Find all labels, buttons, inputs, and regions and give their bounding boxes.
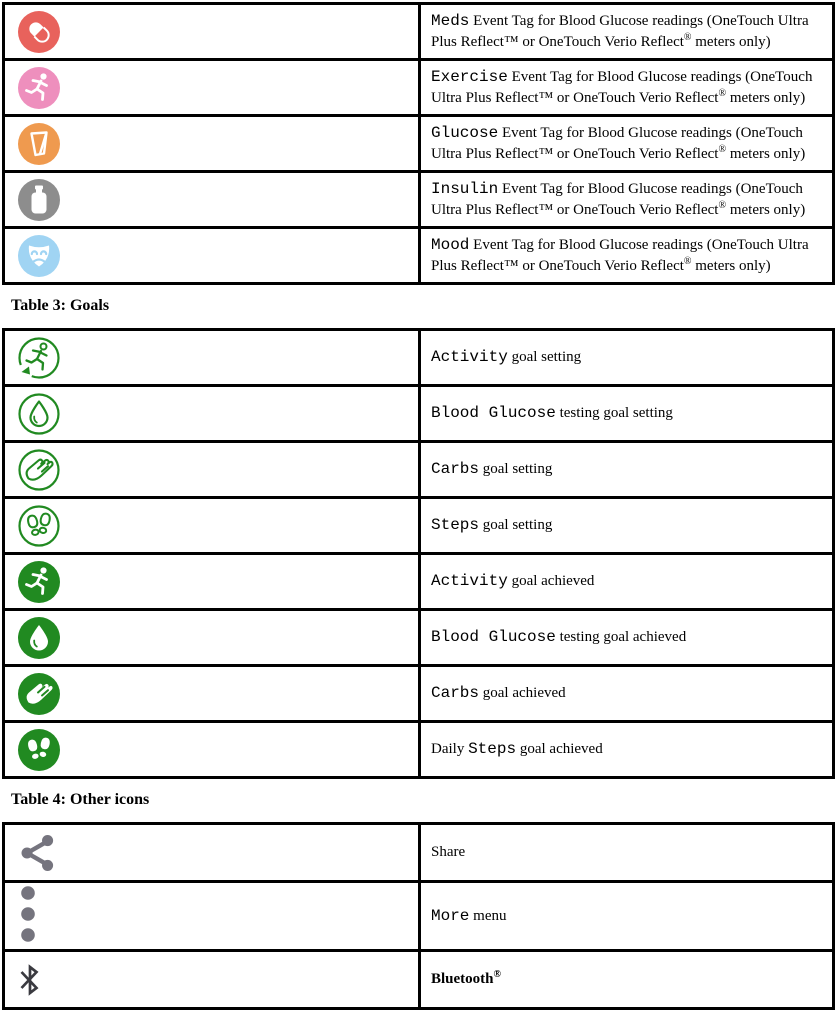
other-icons-table-caption: Table 4: Other icons bbox=[11, 791, 150, 808]
share-icon bbox=[17, 832, 60, 874]
table-row bbox=[5, 949, 832, 1007]
table-row bbox=[5, 114, 832, 170]
table-row bbox=[5, 664, 832, 720]
table-row bbox=[5, 496, 832, 552]
table-row bbox=[5, 5, 832, 58]
icon-cell bbox=[5, 723, 418, 776]
more-menu-icon bbox=[17, 885, 40, 947]
description-cell bbox=[418, 499, 832, 552]
description-cell bbox=[418, 117, 832, 170]
icon-cell bbox=[5, 387, 418, 440]
description-cell bbox=[418, 883, 832, 949]
icon-cell bbox=[5, 883, 418, 949]
table-row bbox=[5, 384, 832, 440]
carbs-goal-setting-icon bbox=[17, 448, 61, 492]
description-cell bbox=[418, 229, 832, 282]
icon-cell bbox=[5, 173, 418, 226]
table-row bbox=[5, 440, 832, 496]
table-row bbox=[5, 331, 832, 384]
description-cell bbox=[418, 61, 832, 114]
row-description: Activity goal achieved bbox=[431, 572, 595, 590]
goals-table-caption: Table 3: Goals bbox=[11, 297, 110, 314]
row-description: Daily Steps goal achieved bbox=[431, 740, 603, 758]
description-cell bbox=[418, 611, 832, 664]
insulin-event-icon bbox=[17, 178, 61, 222]
icon-cell bbox=[5, 611, 418, 664]
daily-steps-goal-achieved-icon bbox=[17, 728, 61, 772]
table-row bbox=[5, 226, 832, 282]
description-cell bbox=[418, 173, 832, 226]
bluetooth-icon bbox=[17, 961, 42, 999]
other-icons-table bbox=[2, 822, 835, 1010]
row-description: Glucose Event Tag for Blood Glucose readings (OneTouch Ultra Plus Reflect™ or OneTouch Verio Reflect® meters only) bbox=[431, 123, 806, 162]
description-cell bbox=[418, 825, 832, 880]
icon-cell bbox=[5, 555, 418, 608]
row-description: Exercise Event Tag for Blood Glucose readings (OneTouch Ultra Plus Reflect™ or OneTouch Verio Reflect® meters only) bbox=[431, 67, 813, 106]
description-cell bbox=[418, 331, 832, 384]
mood-event-icon bbox=[17, 234, 61, 278]
row-description: Bluetooth® bbox=[431, 969, 501, 987]
description-cell bbox=[418, 952, 832, 1007]
icon-cell bbox=[5, 61, 418, 114]
row-description: Carbs goal achieved bbox=[431, 684, 566, 702]
table-row bbox=[5, 880, 832, 949]
icon-cell bbox=[5, 667, 418, 720]
icon-cell bbox=[5, 5, 418, 58]
table-row bbox=[5, 58, 832, 114]
table-row bbox=[5, 608, 832, 664]
row-description: Activity goal setting bbox=[431, 348, 582, 366]
row-description: More menu bbox=[431, 906, 507, 925]
activity-goal-setting-icon bbox=[17, 336, 61, 380]
table-row bbox=[5, 825, 832, 880]
row-description: Blood Glucose testing goal achieved bbox=[431, 628, 687, 646]
icon-cell bbox=[5, 499, 418, 552]
row-description: Steps goal setting bbox=[431, 516, 553, 534]
row-description: Blood Glucose testing goal setting bbox=[431, 404, 673, 422]
exercise-event-icon bbox=[17, 66, 61, 110]
description-cell bbox=[418, 667, 832, 720]
description-cell bbox=[418, 723, 832, 776]
description-cell bbox=[418, 443, 832, 496]
icon-cell bbox=[5, 229, 418, 282]
description-cell bbox=[418, 555, 832, 608]
steps-goal-setting-icon bbox=[17, 504, 61, 548]
table-row bbox=[5, 170, 832, 226]
icon-cell bbox=[5, 117, 418, 170]
row-description: Mood Event Tag for Blood Glucose readings (OneTouch Ultra Plus Reflect™ or OneTouch Verio Reflect® meters only) bbox=[431, 235, 809, 274]
activity-goal-achieved-icon bbox=[17, 560, 61, 604]
row-description: Carbs goal setting bbox=[431, 460, 553, 478]
row-description: Insulin Event Tag for Blood Glucose readings (OneTouch Ultra Plus Reflect™ or OneTouch Verio Reflect® meters only) bbox=[431, 179, 806, 218]
table-row bbox=[5, 720, 832, 776]
blood-glucose-goal-achieved-icon bbox=[17, 616, 61, 660]
row-description: Meds Event Tag for Blood Glucose readings (OneTouch Ultra Plus Reflect™ or OneTouch Verio Reflect® meters only) bbox=[431, 11, 809, 50]
icon-cell bbox=[5, 443, 418, 496]
icon-cell bbox=[5, 825, 418, 880]
carbs-goal-achieved-icon bbox=[17, 672, 61, 716]
table-row bbox=[5, 552, 832, 608]
row-description: Share bbox=[431, 844, 466, 860]
blood-glucose-goal-setting-icon bbox=[17, 392, 61, 436]
icon-cell bbox=[5, 952, 418, 1007]
description-cell bbox=[418, 5, 832, 58]
event-tags-table bbox=[2, 2, 835, 285]
goals-table bbox=[2, 328, 835, 779]
glucose-event-icon bbox=[17, 122, 61, 166]
description-cell bbox=[418, 387, 832, 440]
meds-event-icon bbox=[17, 10, 61, 54]
icon-cell bbox=[5, 331, 418, 384]
